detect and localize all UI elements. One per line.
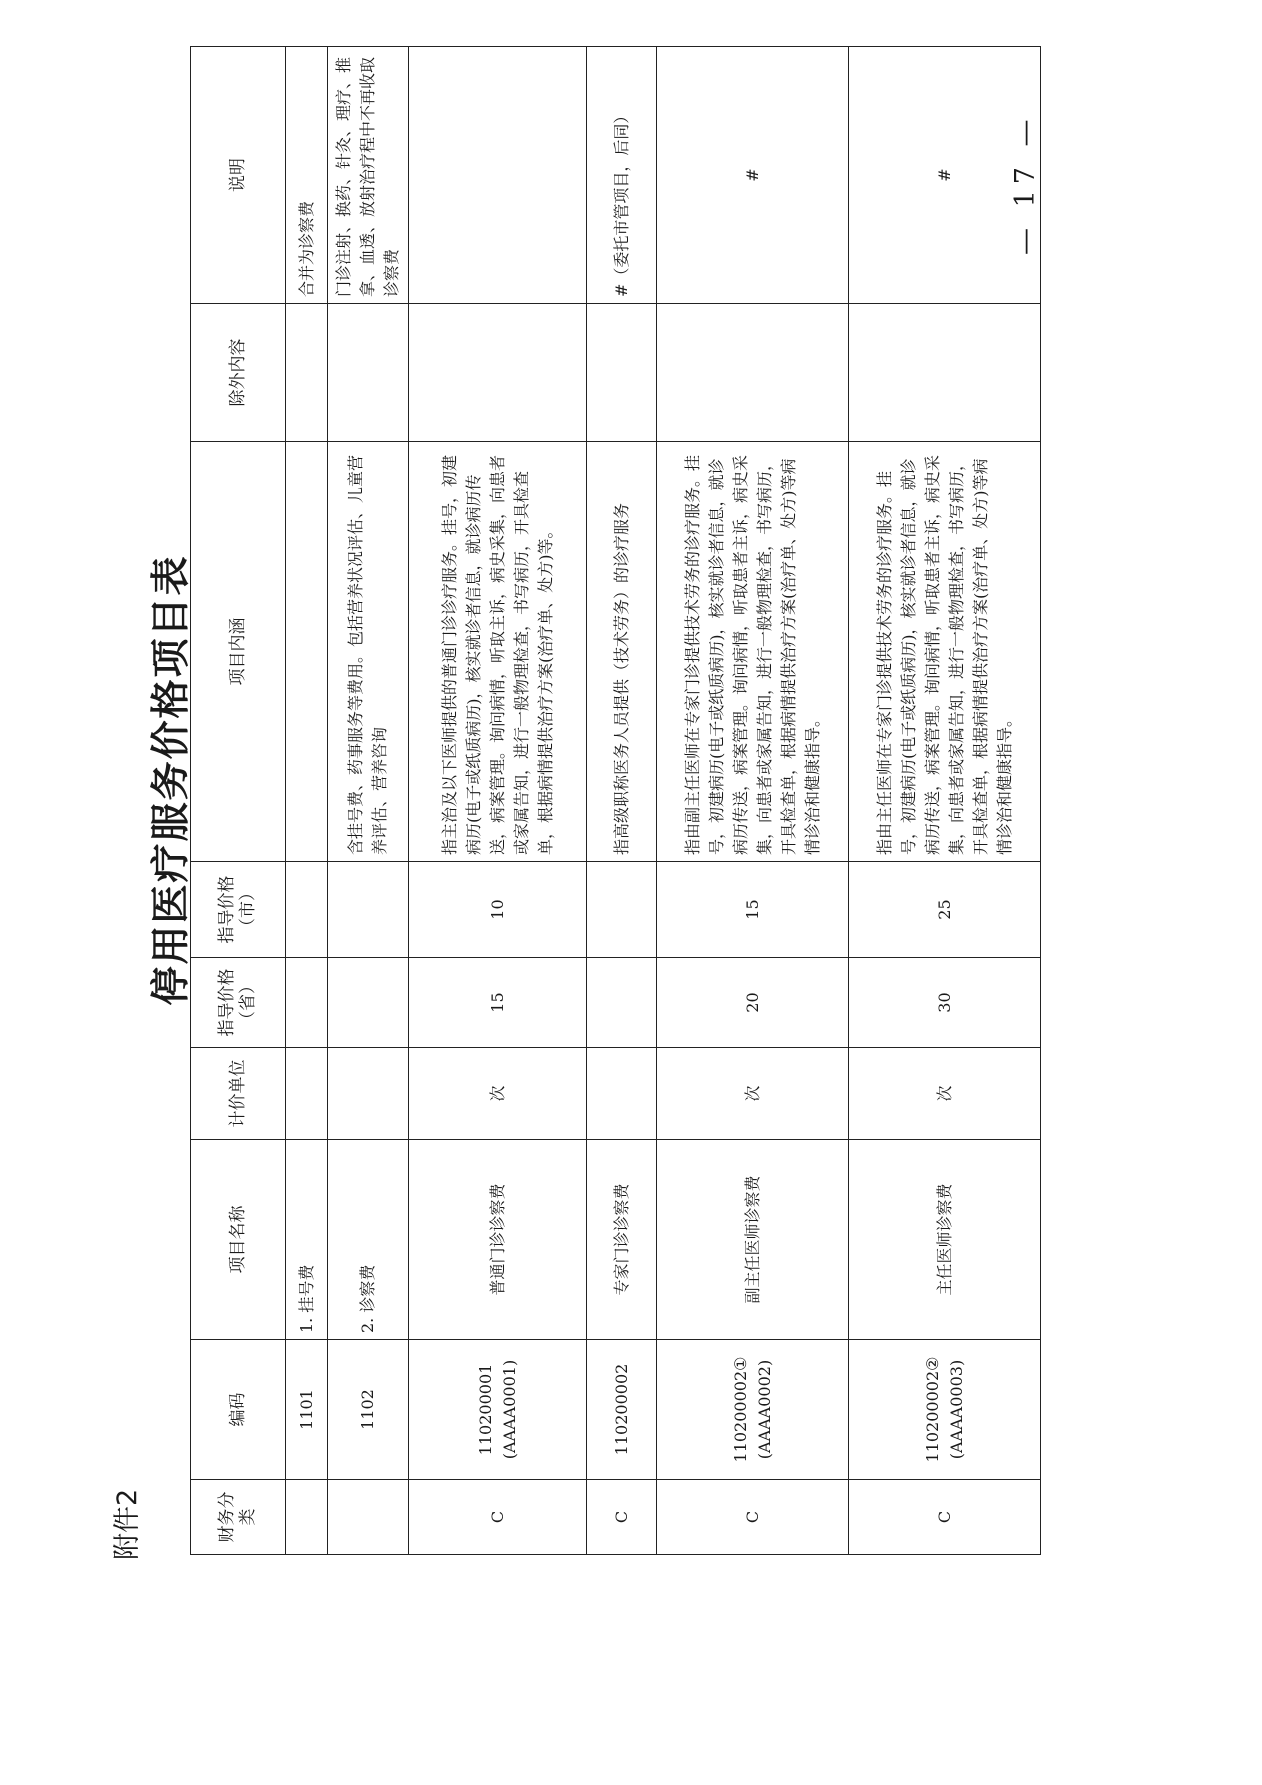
cell-content: 指高级职称医务人员提供（技术劳务）的诊疗服务 bbox=[587, 442, 657, 862]
header-name: 项目名称 bbox=[191, 1140, 286, 1340]
cell-code: 1102 bbox=[328, 1340, 409, 1480]
cell-code: 1101 bbox=[286, 1340, 328, 1480]
cell-price-province: 30 bbox=[849, 958, 1041, 1048]
cell-content: 指由主任医师在专家门诊提供技术劳务的诊疗服务。挂号，初建病历(电子或纸质病历)，核实就诊者信息，就诊病历传送，病案管理。询问病情，听取患者主诉，病史采集，向患者或家属告知，进行一般物理检查，书写病历，开具检查单，根据病情提供治疗方案(治疗单、处方)等病情诊治和健康指导。 bbox=[849, 442, 1041, 862]
cell-content bbox=[286, 442, 328, 862]
cell-note bbox=[409, 47, 587, 304]
header-category: 财务分类 bbox=[191, 1480, 286, 1555]
table-row bbox=[587, 47, 657, 1555]
cell-name: 主任医师诊察费 bbox=[849, 1140, 1041, 1340]
cell-code: 110200001 (AAAA0001) bbox=[409, 1340, 587, 1480]
table-row bbox=[328, 47, 409, 1555]
header-price-city: 指导价格（市） bbox=[191, 862, 286, 958]
cell-excluded bbox=[849, 304, 1041, 442]
cell-price-city bbox=[286, 862, 328, 958]
cell-note: 门诊注射、换药、针灸、理疗、推拿、血透、放射治疗程中不再收取诊察费 bbox=[328, 47, 409, 304]
table-row bbox=[409, 47, 587, 1555]
table-header-row bbox=[191, 47, 286, 1555]
page-title: 停用医疗服务价格项目表 bbox=[148, 554, 194, 1006]
cell-price-city: 15 bbox=[657, 862, 849, 958]
cell-code: 110200002① (AAAA0002) bbox=[657, 1340, 849, 1480]
header-note: 说明 bbox=[191, 47, 286, 304]
cell-excluded bbox=[409, 304, 587, 442]
cell-unit bbox=[328, 1048, 409, 1140]
cell-category: C bbox=[849, 1480, 1041, 1555]
cell-price-province bbox=[286, 958, 328, 1048]
cell-category: C bbox=[657, 1480, 849, 1555]
cell-category bbox=[328, 1480, 409, 1555]
header-code: 编码 bbox=[191, 1340, 286, 1480]
cell-unit: 次 bbox=[849, 1048, 1041, 1140]
table-row bbox=[849, 47, 1041, 1555]
cell-price-province bbox=[328, 958, 409, 1048]
cell-unit: 次 bbox=[657, 1048, 849, 1140]
header-price-province: 指导价格（省） bbox=[191, 958, 286, 1048]
cell-name: 副主任医师诊察费 bbox=[657, 1140, 849, 1340]
cell-price-city bbox=[587, 862, 657, 958]
cell-category bbox=[286, 1480, 328, 1555]
header-content: 项目内涵 bbox=[191, 442, 286, 862]
cell-price-city bbox=[328, 862, 409, 958]
page-number: — 17 — bbox=[1010, 113, 1041, 255]
cell-price-province: 20 bbox=[657, 958, 849, 1048]
cell-note: # bbox=[849, 47, 1041, 304]
cell-unit bbox=[587, 1048, 657, 1140]
cell-excluded bbox=[286, 304, 328, 442]
cell-content: 指主治及以下医师提供的普通门诊诊疗服务。挂号，初建病历(电子或纸质病历)，核实就诊者信息，就诊病历传送，病案管理。询问病情，听取主诉，病史采集，向患者或家属告知，进行一般物理检查，书写病历，开具检查单，根据病情提供治疗方案(治疗单、处方)等。 bbox=[409, 442, 587, 862]
cell-content: 指由副主任医师在专家门诊提供技术劳务的诊疗服务。挂号，初建病历(电子或纸质病历)，核实就诊者信息，就诊病历传送，病案管理。询问病情，听取患者主诉，病史采集，向患者或家属告知，进行一般物理检查，书写病历，开具检查单，根据病情提供治疗方案(治疗单、处方)等病情诊治和健康指导。 bbox=[657, 442, 849, 862]
cell-price-city: 25 bbox=[849, 862, 1041, 958]
cell-note: # bbox=[657, 47, 849, 304]
cell-category: C bbox=[409, 1480, 587, 1555]
cell-note: 合并为诊察费 bbox=[286, 47, 328, 304]
cell-excluded bbox=[657, 304, 849, 442]
table-row bbox=[286, 47, 328, 1555]
cell-name: 1. 挂号费 bbox=[286, 1140, 328, 1340]
attachment-label: 附件2 bbox=[112, 1488, 143, 1560]
cell-note: #（委托市管项目，后同） bbox=[587, 47, 657, 304]
cell-excluded bbox=[328, 304, 409, 442]
cell-unit: 次 bbox=[409, 1048, 587, 1140]
cell-price-province bbox=[587, 958, 657, 1048]
cell-unit bbox=[286, 1048, 328, 1140]
table-row bbox=[657, 47, 849, 1555]
cell-name: 专家门诊诊察费 bbox=[587, 1140, 657, 1340]
cell-category: C bbox=[587, 1480, 657, 1555]
cell-code: 110200002 bbox=[587, 1340, 657, 1480]
price-table bbox=[190, 46, 1041, 1555]
cell-content: 含挂号费、药事服务等费用。包括营养状况评估、儿童营养评估、营养咨询 bbox=[328, 442, 409, 862]
cell-code: 110200002② (AAAA0003) bbox=[849, 1340, 1041, 1480]
cell-price-city: 10 bbox=[409, 862, 587, 958]
cell-name: 2. 诊察费 bbox=[328, 1140, 409, 1340]
cell-price-province: 15 bbox=[409, 958, 587, 1048]
cell-name: 普通门诊诊察费 bbox=[409, 1140, 587, 1340]
cell-excluded bbox=[587, 304, 657, 442]
header-unit: 计价单位 bbox=[191, 1048, 286, 1140]
header-excluded: 除外内容 bbox=[191, 304, 286, 442]
